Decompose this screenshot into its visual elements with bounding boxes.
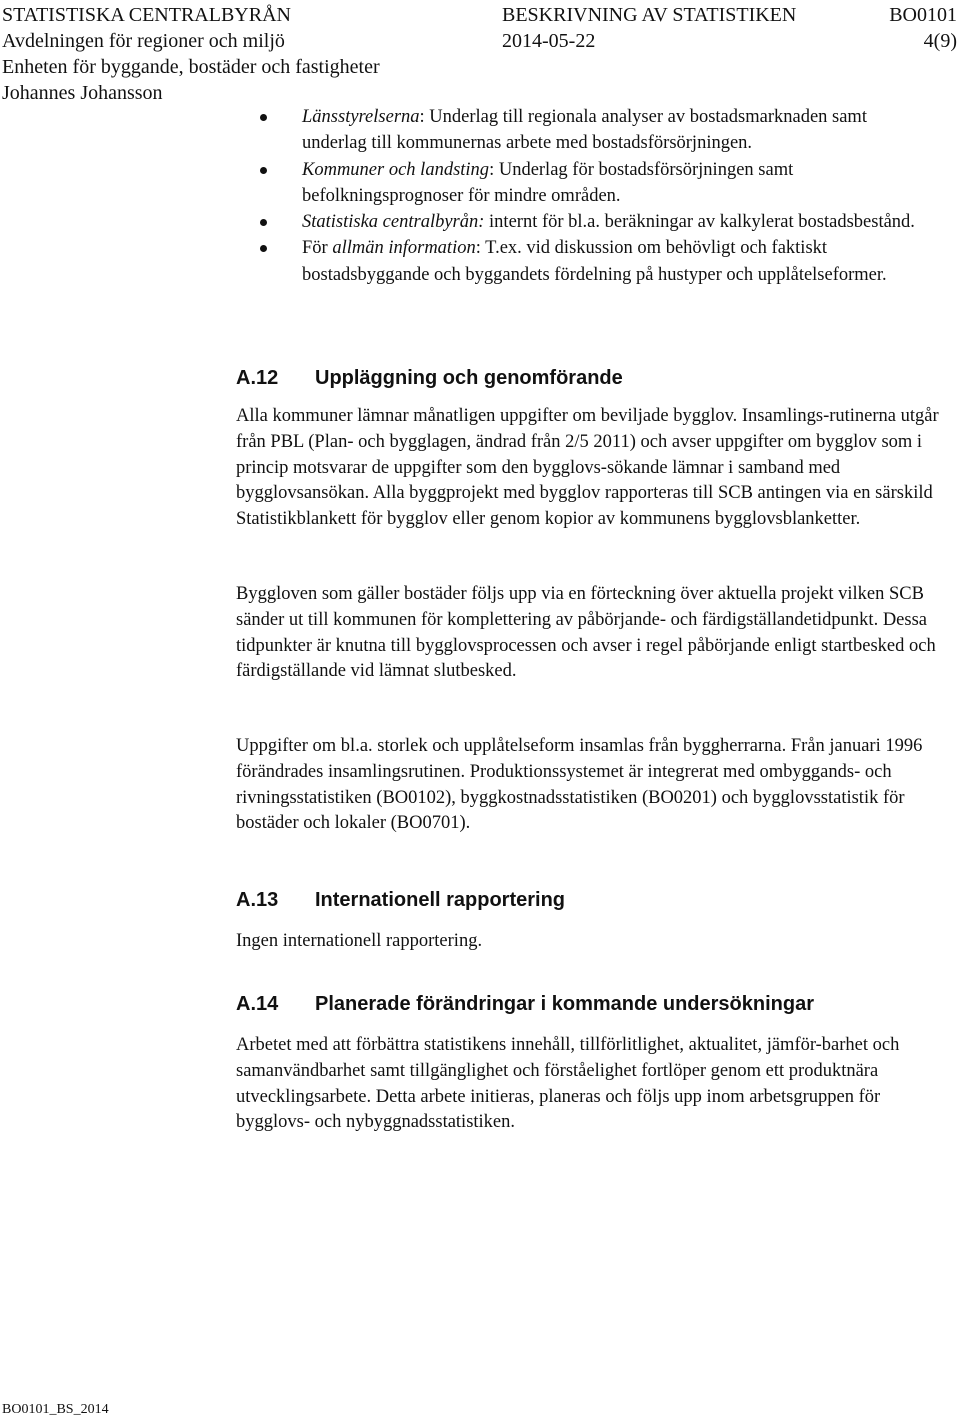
footer-doc-id: BO0101_BS_2014: [2, 1402, 109, 1417]
header-page-number: 4(9): [923, 30, 957, 52]
bullet-text: : Underlag till regionala analyser av bostadsmarknaden samt underlag till kommunernas arbete med bostadsförsörjningen.: [302, 107, 867, 154]
list-item: [236, 104, 936, 157]
paragraph-a14-1: Arbetet med att förbättra statistikens innehåll, tillförlitlighet, aktualitet, jämför-barhet och samanvändbarhet samt tillgänglighet och förståelighet fortlöper genom ett produktnära utvecklingsarbete. Detta arbete initieras, planeras och följs upp inom arbetsgruppen för bygglovs- och nybyggnadsstatistiken.: [236, 1035, 900, 1133]
header-doc-code: BO0101: [889, 4, 957, 26]
paragraph-a12-3: Uppgifter om bl.a. storlek och upplåtelseform insamlas från byggherrarna. Från januari 1996 förändrades insamlingsrutinen. Produktionssystemet är integrerat med ombyggands- och rivningsstatistiken (BO0102), byggkostnadsstatistiken (BO0201) och bygglovsstatistik för bostäder och lokaler (BO0701).: [236, 736, 923, 834]
bullet-icon: [260, 245, 267, 252]
header-unit: Enheten för byggande, bostäder och fastigheter: [2, 56, 380, 78]
section-title: Uppläggning och genomförande: [315, 367, 623, 389]
bullet-label: Kommuner och landsting: [302, 159, 490, 180]
list-item: [236, 209, 936, 235]
section-number: A.13: [236, 889, 279, 911]
section-number: A.14: [236, 993, 279, 1015]
section-heading-a13: [236, 888, 936, 912]
bullet-text: : T.ex. vid diskussion om behövligt och faktiskt bostadsbyggande och byggandets fördelning på hustyper och upplåtelseformer.: [302, 238, 887, 285]
paragraph-a12-1: Alla kommuner lämnar månatligen uppgifter om beviljade bygglov. Insamlings-rutinerna utgår från PBL (Plan- och bygglagen, ändrad från 2/5 2011) och avser uppgifter om bygglov som i princip motsvarar de uppgifter som den bygglovs-sökande lämnar i samband med bygglovsansökan. Alla byggprojekt med bygglov rapporteras till SCB antingen via en särskild Statistikblankett för bygglov eller genom kopior av kommunens bygglovsblanketter.: [236, 406, 939, 530]
bullet-icon: [260, 114, 267, 121]
header-date: 2014-05-22: [502, 30, 596, 52]
section-heading-a14: [236, 992, 936, 1016]
section-title: Internationell rapportering: [315, 889, 566, 911]
header-org: STATISTISKA CENTRALBYRÅN: [2, 4, 291, 26]
bullet-prefix: För: [302, 238, 333, 259]
section-heading-a12: [236, 366, 936, 390]
user-groups-list: [236, 104, 936, 288]
section-number: A.12: [236, 367, 279, 389]
list-item: [236, 235, 936, 288]
bullet-icon: [260, 219, 267, 226]
bullet-label: allmän information: [332, 238, 476, 259]
bullet-icon: [260, 167, 267, 174]
bullet-text: : Underlag för bostadsförsörjningen samt befolkningsprognoser för mindre områden.: [302, 159, 794, 206]
list-item: [236, 157, 936, 210]
bullet-text: internt för bl.a. beräkningar av kalkylerat bostadsbestånd.: [484, 212, 915, 233]
paragraph-a12-2: Byggloven som gäller bostäder följs upp via en förteckning över aktuella projekt vilken SCB sänder ut till kommunen för komplettering av påbörjande- och färdigställandetidpunkt. Dessa tidpunkter är knutna till bygglovsprocessen och avser i regel påbörjande enligt startbesked och färdigställande vid lämnat slutbesked.: [236, 584, 936, 682]
section-title: Planerade förändringar i kommande undersökningar: [315, 993, 815, 1015]
paragraph-a13-1: Ingen internationell rapportering.: [236, 931, 483, 951]
header-author: Johannes Johansson: [2, 82, 163, 104]
bullet-label: Länsstyrelserna: [302, 107, 420, 127]
bullet-label: Statistiska centralbyrån:: [302, 212, 485, 233]
header-department: Avdelningen för regioner och miljö: [2, 30, 285, 52]
header-doc-type: BESKRIVNING AV STATISTIKEN: [502, 4, 797, 26]
